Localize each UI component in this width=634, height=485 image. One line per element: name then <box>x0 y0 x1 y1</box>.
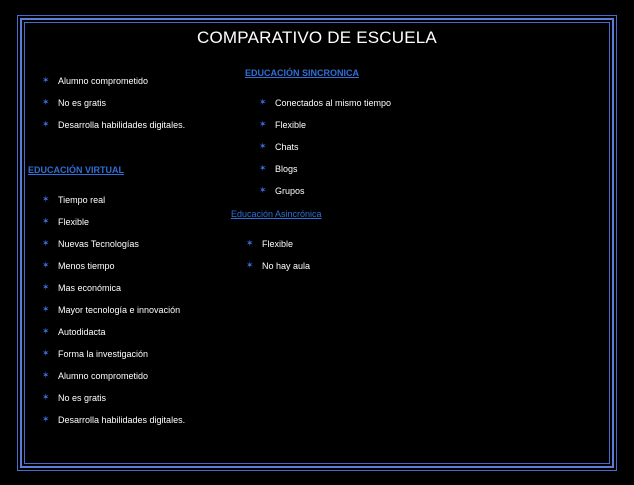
star-bullet-icon: ✶ <box>42 326 50 336</box>
star-bullet-icon: ✶ <box>246 260 254 270</box>
star-bullet-icon: ✶ <box>42 392 50 402</box>
star-bullet-icon: ✶ <box>42 75 50 85</box>
asincronica-heading-link[interactable]: Educación Asincrónica <box>231 209 322 219</box>
star-bullet-icon: ✶ <box>42 216 50 226</box>
virtual-heading-link[interactable]: EDUCACIÓN VIRTUAL <box>28 165 124 175</box>
star-bullet-icon: ✶ <box>42 260 50 270</box>
star-bullet-icon: ✶ <box>42 370 50 380</box>
star-bullet-icon: ✶ <box>246 238 254 248</box>
star-bullet-icon: ✶ <box>42 348 50 358</box>
star-bullet-icon: ✶ <box>259 141 267 151</box>
star-bullet-icon: ✶ <box>42 304 50 314</box>
star-bullet-icon: ✶ <box>42 97 50 107</box>
sincronica-heading-link[interactable]: EDUCACIÓN SINCRONICA <box>245 68 360 78</box>
star-bullet-icon: ✶ <box>259 97 267 107</box>
star-bullet-icon: ✶ <box>42 282 50 292</box>
star-bullet-icon: ✶ <box>259 119 267 129</box>
star-bullet-icon: ✶ <box>42 414 50 424</box>
star-bullet-icon: ✶ <box>42 238 50 248</box>
page-title: COMPARATIVO DE ESCUELA <box>197 28 437 47</box>
star-bullet-icon: ✶ <box>42 194 50 204</box>
star-bullet-icon: ✶ <box>42 119 50 129</box>
star-bullet-icon: ✶ <box>259 163 267 173</box>
star-bullet-icon: ✶ <box>259 185 267 195</box>
